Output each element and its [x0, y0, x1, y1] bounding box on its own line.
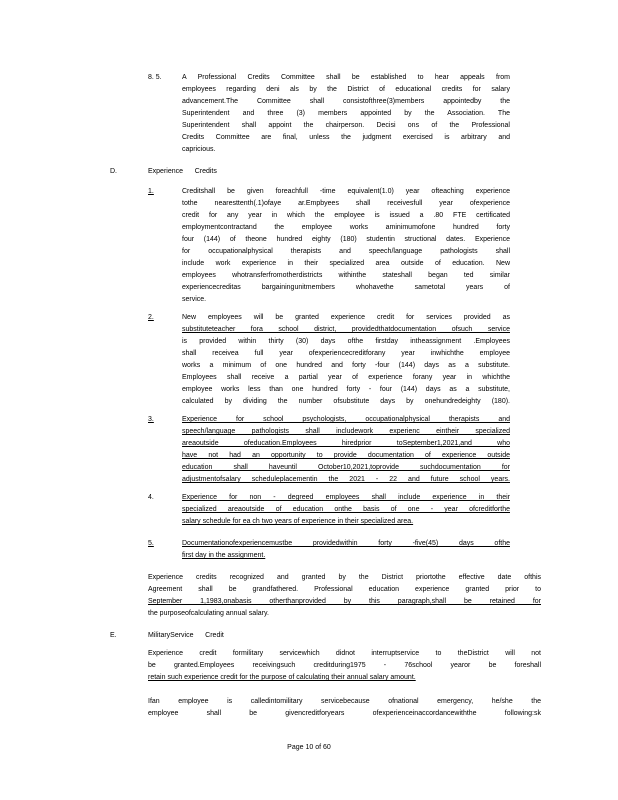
text-line: advancement.The Committee shall consistofthree(3)members appointedby the: [182, 98, 510, 105]
text-line: employee works less than one hundred forty - four (144) days as a substitute,: [182, 386, 510, 393]
text-line: September 1,1983,onabasis otherthanprovided by this paragraph,shall be retained for: [148, 598, 541, 605]
text-line: first day in the assignment.: [182, 552, 266, 559]
text-line: Experience credits recognized and granted by the District priortothe effective date ofthis: [148, 574, 541, 581]
text-line: include work experience in their specialized area outside of education. New: [182, 260, 510, 267]
paragraph-e-1: [148, 648, 541, 684]
of-label: of: [315, 744, 322, 751]
text-line: is provided within thirty (30) days ofthe firstday intheassignment .Employees: [182, 338, 510, 345]
page-footer: [0, 742, 618, 754]
text-line: Experience credit formilitary servicewhich didnot interruptservice to theDistrict will not: [148, 650, 541, 657]
section-letter: D.: [110, 168, 117, 175]
text-line: service.: [182, 296, 207, 303]
paragraph-e-2: [148, 696, 541, 720]
text-line: employmentcontractand the employee works aminimumofone hundred forty: [182, 224, 510, 231]
text-line: the purposeofcalculating annual salary.: [148, 610, 269, 617]
text-line: Agreement shall be grandfathered. Professional education experience granted prior to: [148, 586, 541, 593]
text-line: have not had an opportunity to provide documentation of experience outside: [182, 452, 510, 459]
paragraph-d-2: [182, 312, 510, 408]
text-line: substituteteacher fora school district, providedthatdocumentation ofsuch service: [182, 326, 510, 333]
text-line: capricious.: [182, 146, 216, 153]
text-line: experiencecreditas bargainingunitmembers whohavethe sametotal years of: [182, 284, 510, 291]
item-number: 1.: [148, 188, 154, 195]
text-line: tothe nearesttenth(.1)ofaye ar.Empbyees shall receivesfull year ofexperience: [182, 200, 510, 207]
text-line: employees regarding deni als by the District of educational credits for salary: [182, 86, 510, 93]
total-pages: 60: [323, 744, 331, 751]
paragraph-d-1: [182, 186, 510, 306]
item-number: 2.: [148, 314, 154, 321]
text-line: Experience for non - degreed employees shall include experience in their: [182, 494, 510, 501]
text-line: Documentationofexperiencemustbe providedwithin forty -five(45) days ofthe: [182, 540, 510, 547]
text-line: four (144) of theone hundred eighty (180) studentin structional dates. Experience: [182, 236, 510, 243]
section-number: 8. 5.: [148, 74, 162, 81]
text-line: salary schedule for ea ch two years of experience in their specialized area.: [182, 518, 414, 525]
text-line: calculated by dividing the number ofsubstitute days by onehundredeighty (180).: [182, 398, 510, 405]
text-line: speech/language pathologists shall includework experienc eintheir specialized: [182, 428, 510, 435]
text-line: adjustmentofsalary scheduleplacementin the 2021 - 22 and future school years.: [182, 476, 510, 483]
text-line: specialized areaoutside of education onthe basis of one - year ofcreditforthe: [182, 506, 510, 513]
page-label: Page: [287, 744, 304, 751]
page-number: 10: [305, 744, 314, 751]
paragraph-d-3: [182, 414, 510, 486]
text-line: A Professional Credits Committee shall be established to hear appeals from: [182, 74, 510, 81]
paragraph-d-5: [182, 538, 510, 562]
paragraph-8-5: [182, 72, 510, 156]
text-line: Experience for school psychologists, occupationalphysical therapists and: [182, 416, 510, 423]
text-line: Employees shall receive a partial year of experience forany year in whichthe: [182, 374, 510, 381]
text-line: employees whotransferfromotherdistricts withinthe stateshall began ted similar: [182, 272, 510, 279]
text-line: areaoutside ofeducation.Employees hiredprior toSeptember1,2021,and who: [182, 440, 510, 447]
text-line: Superintendent shall appoint the chairperson. Decisi ons of the Professional: [182, 122, 510, 129]
text-line: retain such experience credit for the purpose of calculating their annual salary amount.: [148, 674, 416, 681]
text-line: credit for any year in which the employee is issued a .80 FTE certificated: [182, 212, 510, 219]
section-heading: Experience Credits: [148, 168, 217, 175]
item-number: 5.: [148, 540, 154, 547]
text-line: for occupationalphysical therapists and speech/language pathologists shall: [182, 248, 510, 255]
text-line: be granted.Employees receivingsuch creditduring1975 - 76school yearor be foreshall: [148, 662, 541, 669]
text-line: Superintendent and three (3) members appointed by the Association. The: [182, 110, 510, 117]
text-line: shall receivea full year ofexperiencecreditforany year inwhichthe employee: [182, 350, 510, 357]
paragraph-d-closing: [148, 572, 541, 620]
section-heading: MilitaryService Credit: [148, 632, 224, 639]
text-line: New employees will be granted experience credit for services provided as: [182, 314, 510, 321]
text-line: Credits Committee are final, unless the judgment exercised is arbitrary and: [182, 134, 510, 141]
text-line: Creditshall be given foreachfull -time equivalent(1.0) year ofteaching experience: [182, 188, 510, 195]
item-number: 4.: [148, 494, 154, 501]
text-line: Ifan employee is calledintomilitary servicebecause ofnational emergency, he/she the: [148, 698, 541, 705]
text-line: works a minimum of one hundred and forty -four (144) days as a substitute.: [182, 362, 510, 369]
paragraph-d-4: [182, 492, 510, 528]
section-letter: E.: [110, 632, 117, 639]
item-number: 3.: [148, 416, 154, 423]
text-line: education shall haveuntil October10,2021,toprovide suchdocumentation for: [182, 464, 510, 471]
text-line: employee shall be givencreditforyears ofexperienceinaccordancewiththe following:sk: [148, 710, 541, 717]
